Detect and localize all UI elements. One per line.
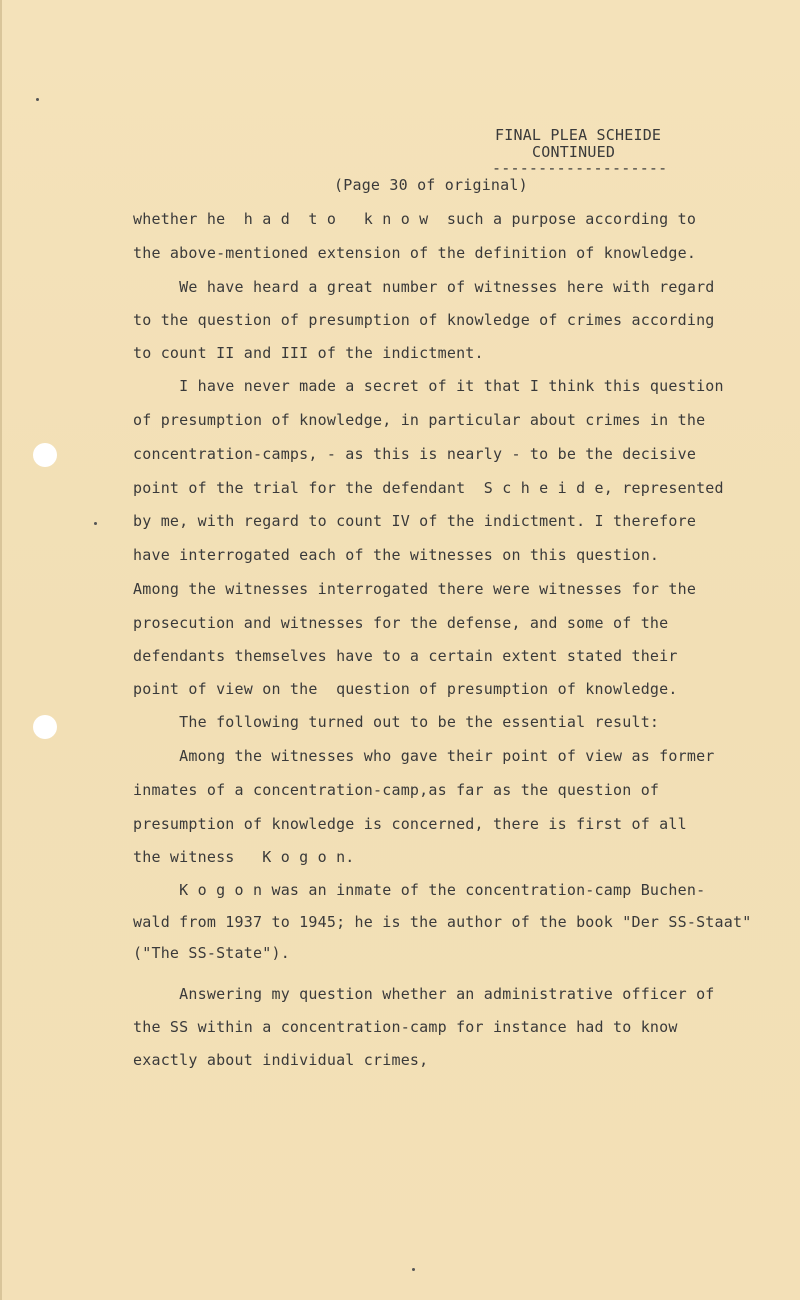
text-line: have interrogated each of the witnesses on this question. [133, 546, 660, 564]
text-line: concentration-camps, - as this is nearly - to be the decisive [133, 445, 697, 463]
header-title: FINAL PLEA SCHEIDE [495, 126, 662, 144]
text-line: by me, with regard to count IV of the indictment. I therefore [133, 512, 697, 530]
text-line: exactly about individual crimes, [133, 1051, 429, 1069]
text-line: point of the trial for the defendant S c h e i d e, represented [133, 479, 724, 497]
punch-hole [33, 443, 57, 467]
paper-speck [36, 98, 39, 101]
header-rule: ------------------- [492, 159, 668, 177]
text-line: Answering my question whether an administrative officer of [133, 985, 715, 1003]
text-line: The following turned out to be the essential result: [133, 713, 660, 731]
text-line: to the question of presumption of knowledge of crimes according [133, 311, 715, 329]
header-continued: CONTINUED [532, 143, 616, 161]
paper-speck [94, 522, 97, 525]
text-line: the above-mentioned extension of the definition of knowledge. [133, 244, 697, 262]
text-line: prosecution and witnesses for the defense, and some of the [133, 614, 669, 632]
text-line: inmates of a concentration-camp,as far as the question of [133, 781, 660, 799]
text-line: Among the witnesses interrogated there were witnesses for the [133, 580, 697, 598]
text-line: presumption of knowledge is concerned, there is first of all [133, 815, 687, 833]
text-line: ("The SS-State"). [133, 944, 290, 962]
text-line: of presumption of knowledge, in particular about crimes in the [133, 411, 706, 429]
text-line: defendants themselves have to a certain extent stated their [133, 647, 678, 665]
text-line: Among the witnesses who gave their point of view as former [133, 747, 715, 765]
text-line: We have heard a great number of witnesses here with regard [133, 278, 715, 296]
text-line: wald from 1937 to 1945; he is the author of the book "Der SS-Staat" [133, 913, 752, 931]
punch-hole [33, 715, 57, 739]
paper-speck [412, 1268, 415, 1271]
text-line: I have never made a secret of it that I think this question [133, 377, 724, 395]
text-line: whether he h a d t o k n o w such a purpose according to [133, 210, 697, 228]
text-line: K o g o n was an inmate of the concentration-camp Buchen- [133, 881, 706, 899]
text-line: point of view on the question of presumption of knowledge. [133, 680, 678, 698]
page-reference: (Page 30 of original) [334, 176, 528, 194]
text-line: the witness K o g o n. [133, 848, 355, 866]
text-line: to count II and III of the indictment. [133, 344, 484, 362]
text-line: the SS within a concentration-camp for instance had to know [133, 1018, 678, 1036]
